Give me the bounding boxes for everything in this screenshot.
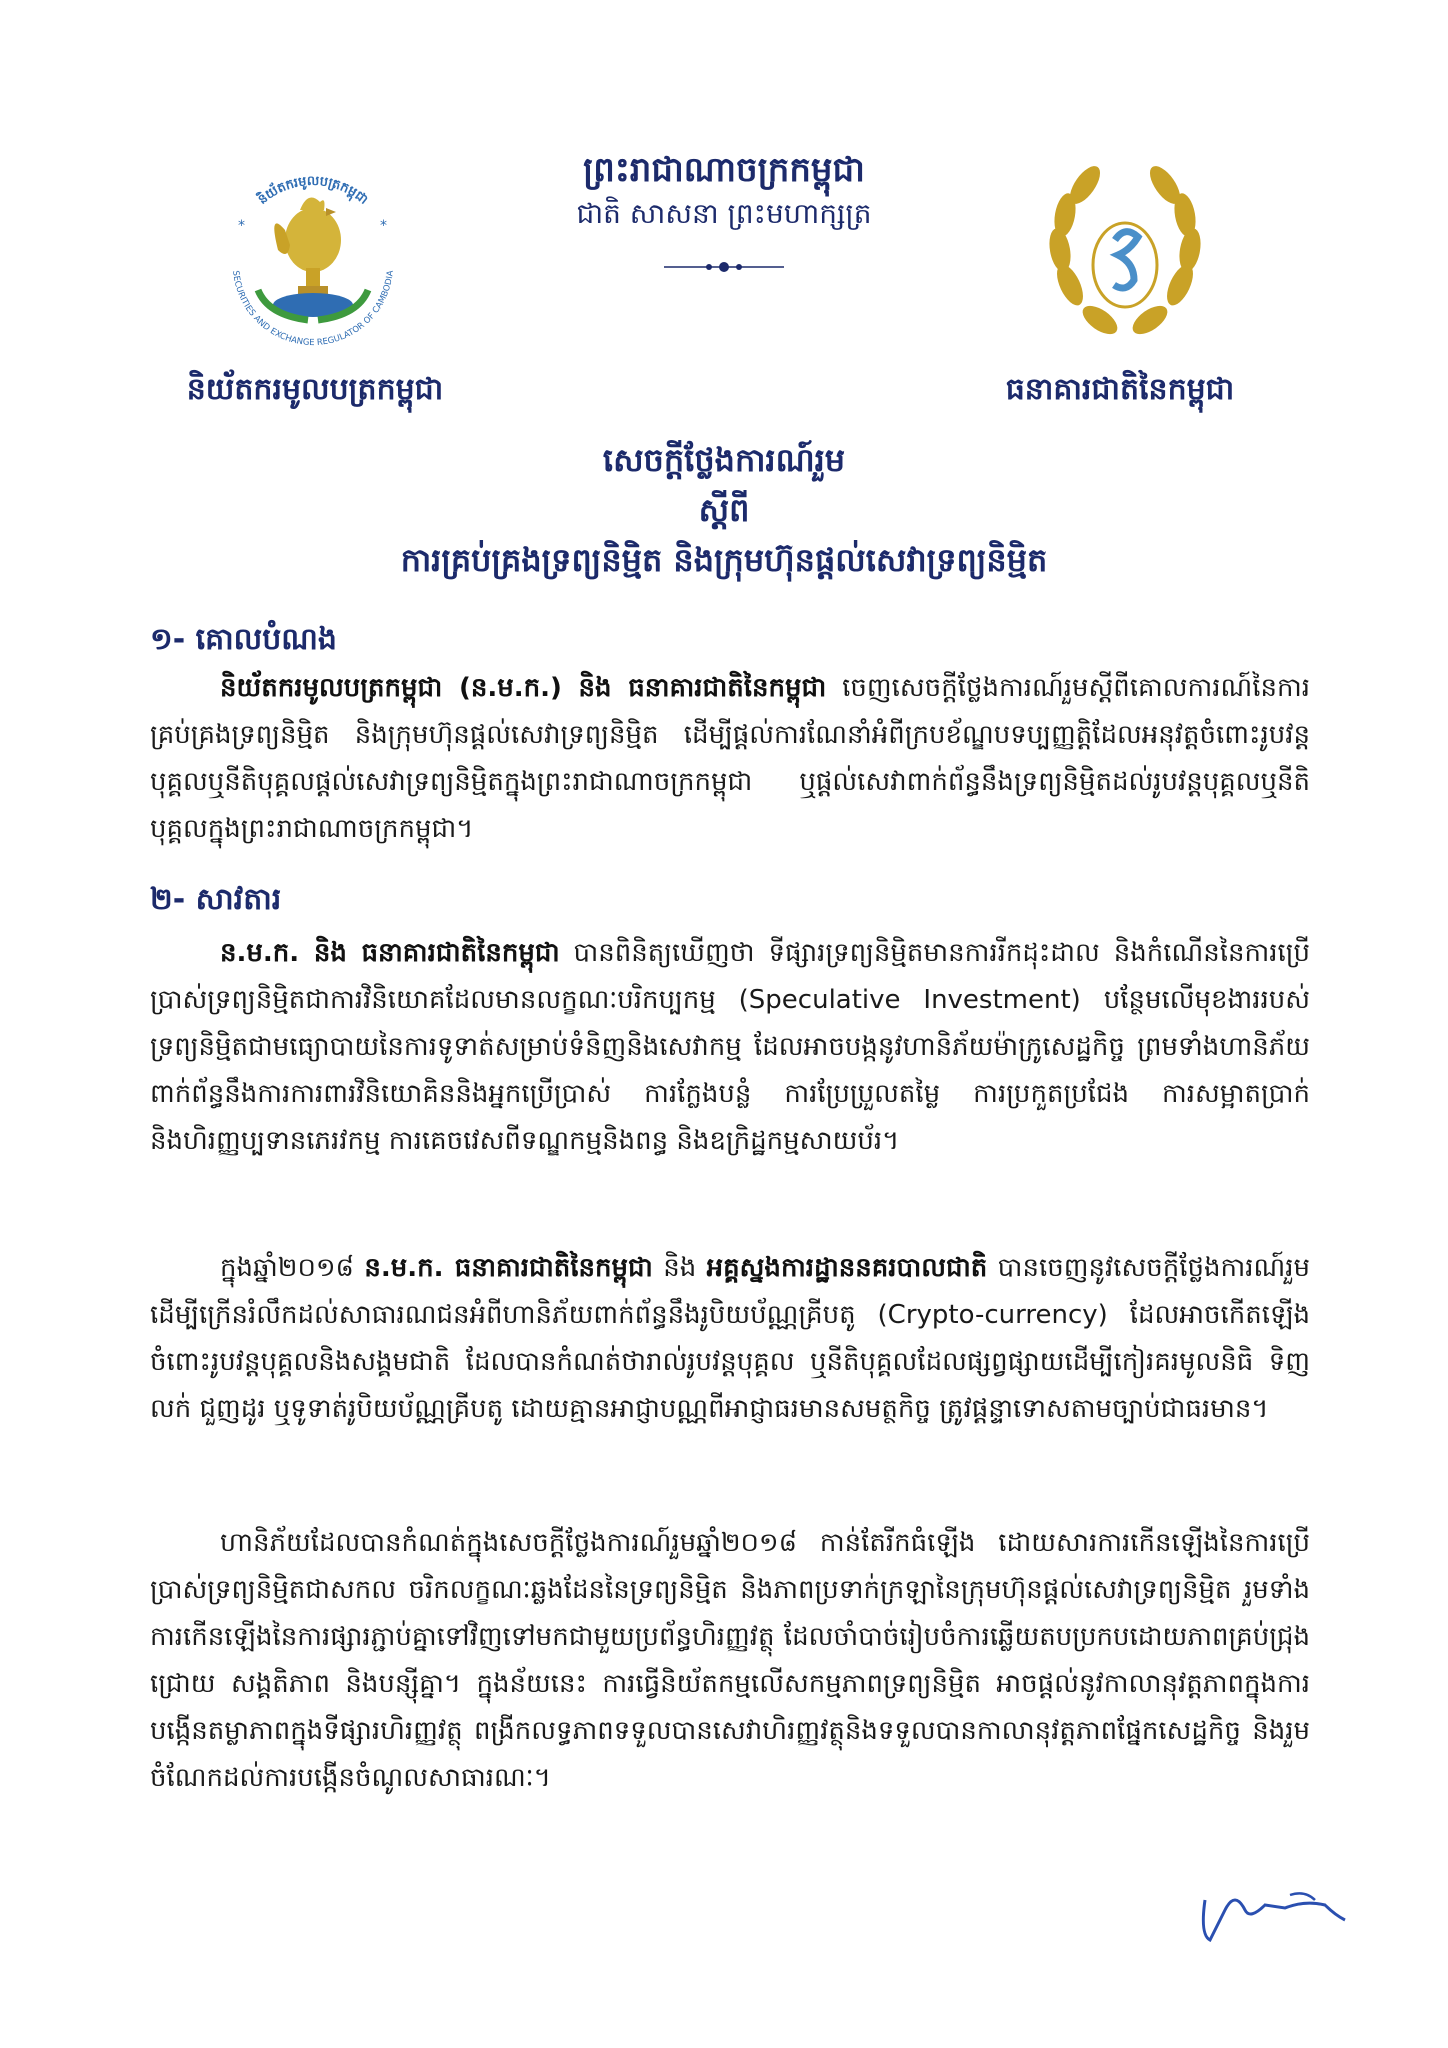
bold-lead: ន.ម.ក. ធនាគារជាតិនៃកម្ពុជា [364,1253,653,1283]
section-heading-background: ២- សាវតារ [150,882,282,917]
paragraph [150,1245,1310,1433]
svg-text:SECURITIES AND EXCHANGE REGULA: SECURITIES AND EXCHANGE REGULATOR OF CAMBODIA [230,269,396,349]
paragraph [150,930,1310,1165]
svg-text:*: * [380,218,387,234]
paragraph-text: បានពិនិត្យឃើញថា ទីផ្សារទ្រព្យនិម្មិតមានការរីកដុះដាល និងកំណើននៃការប្រើប្រាស់ទ្រព្យនិម្មិតជាការវិនិយោគដែលមានលក្ខណៈបរិកប្បកម្ម (Speculative Investment) បន្ថែមលើមុខងាររបស់ទ្រព្យនិម្មិតជាមធ្យោបាយនៃការទូទាត់សម្រាប់ទំនិញនិងសេវាកម្ម ដែលអាចបង្កនូវហានិភ័យម៉ាក្រូសេដ្ឋកិច្ច ព្រមទាំងហានិភ័យពាក់ព័ន្ធនឹងការការពារវិនិយោគិននិងអ្នកប្រើប្រាស់ ការក្លែងបន្លំ ការប្រែប្រួលតម្លៃ ការប្រកួតប្រជែង ការសម្អាតប្រាក់និងហិរញ្ញប្បទានភេរវកម្ម ការគេចវេសពីទណ្ឌកម្មនិងពន្ធ និងឧក្រិដ្ឋកម្មសាយប័រ។ [150,938,1310,1156]
document-title-about: ស្ដីពី [698,491,750,529]
paragraph-text: ចេញសេចក្ដីថ្លែងការណ៍រួមស្ដីពីគោលការណ៍នៃការគ្រប់គ្រងទ្រព្យនិម្មិត និងក្រុមហ៊ុនផ្ដល់សេវាទ្រព្យនិម្មិត ដើម្បីផ្ដល់ការណែនាំអំពីក្របខ័ណ្ឌបទប្បញ្ញត្តិដែលអនុវត្តចំពោះរូបវន្តបុគ្គលឬនីតិបុគ្គលផ្ដល់សេវាទ្រព្យនិម្មិតក្នុងព្រះរាជាណាចក្រកម្ពុជា ឬផ្ដល់សេវាពាក់ព័ន្ធនឹងទ្រព្យនិម្មិតដល់រូបវន្តបុគ្គលឬនីតិបុគ្គលក្នុងព្រះរាជាណាចក្រកម្ពុជា។ [150,673,1310,844]
paragraph [150,1520,1310,1802]
paragraph-text: ហានិភ័យដែលបានកំណត់ក្នុងសេចក្ដីថ្លែងការណ៍រួមឆ្នាំ២០១៨ កាន់តែរីកធំឡើង ដោយសារការកើនឡើងនៃការប្រើប្រាស់ទ្រព្យនិម្មិតជាសកល ចរិកលក្ខណៈឆ្លងដែននៃទ្រព្យនិម្មិត និងភាពប្រទាក់ក្រឡានៃក្រុមហ៊ុនផ្ដល់សេវាទ្រព្យនិម្មិត រួមទាំងការកើនឡើងនៃការផ្សារភ្ជាប់គ្នាទៅវិញទៅមកជាមួយប្រព័ន្ធហិរញ្ញវត្ថុ ដែលចាំបាច់រៀបចំការឆ្លើយតបប្រកបដោយភាពគ្រប់ជ្រុងជ្រោយ សង្គតិភាព និងបន្សុីគ្នា។ ក្នុងន័យនេះ ការធ្វើនិយ័តកម្មលើសកម្មភាពទ្រព្យនិម្មិត អាចផ្ដល់នូវកាលានុវត្តភាពក្នុងការបង្កើនតម្លាភាពក្នុងទីផ្សារហិរញ្ញវត្ថុ ពង្រីកលទ្ធភាពទទួលបានសេវាហិរញ្ញវត្ថុនិងទទួលបានកាលានុវត្តភាពផ្នែកសេដ្ឋកិច្ច និងរួមចំណែកដល់ការបង្កើនចំណូលសាធារណៈ។ [150,1528,1310,1793]
section-heading-purpose: ១- គោលបំណង [150,622,337,657]
paragraph-conjunction: និង [652,1253,707,1283]
org-name-serc: និយ័តករមូលបត្រកម្ពុជា [186,372,444,407]
ornament-divider [664,258,784,276]
paragraph-prefix: ក្នុងឆ្នាំ២០១៨ [220,1253,365,1283]
bold-lead: និយ័តករមូលបត្រកម្ពុជា (ន.ម.ក.) និង ធនាគារជាតិនៃកម្ពុជា [220,673,827,703]
org-name-nbc: ធនាគារជាតិនៃកម្ពុជា [1005,372,1235,407]
bold-agency: អគ្គស្នងការដ្ឋាននគរបាលជាតិ [706,1253,988,1283]
paragraph [150,665,1310,853]
document-title: សេចក្ដីថ្លែងការណ៍រួម [602,441,846,479]
national-motto: ជាតិ សាសនា ព្រះមហាក្សត្រ [576,197,872,230]
document-subject: ការគ្រប់គ្រងទ្រព្យនិម្មិត និងក្រុមហ៊ុនផ្ដល់សេវាទ្រព្យនិម្មិត [400,541,1048,579]
svg-text:*: * [238,218,245,234]
kingdom-heading: ព្រះរាជាណាចក្រកម្ពុជា [583,150,865,190]
paragraph-text: បានចេញនូវសេចក្ដីថ្លែងការណ៍រួម ដើម្បីក្រើនរំលឹកដល់សាធារណជនអំពីហានិភ័យពាក់ព័ន្ធនឹងរូបិយប័ណ្ណគ្រីបតូ (Crypto-currency) ដែលអាចកើតឡើងចំពោះរូបវន្តបុគ្គលនិងសង្គមជាតិ ដែលបានកំណត់ថារាល់រូបវន្តបុគ្គល ឬនីតិបុគ្គលដែលផ្សព្វផ្សាយដើម្បីកៀរគរមូលនិធិ ទិញ លក់ ជួញដូរ ឬទូទាត់រូបិយប័ណ្ណគ្រីបតូ ដោយគ្មានអាជ្ញាបណ្ណពីអាជ្ញាធរមានសមត្ថកិច្ច ត្រូវផ្ដន្ទាទោសតាមច្បាប់ជាធរមាន។ [150,1253,1310,1424]
svg-text:និយ័តករមូលបត្រកម្ពុជា: និយ័តករមូលបត្រកម្ពុជា [255,173,371,208]
signature-mark [1195,1880,1355,1950]
bold-lead: ន.ម.ក. និង ធនាគារជាតិនៃកម្ពុជា [220,938,560,968]
